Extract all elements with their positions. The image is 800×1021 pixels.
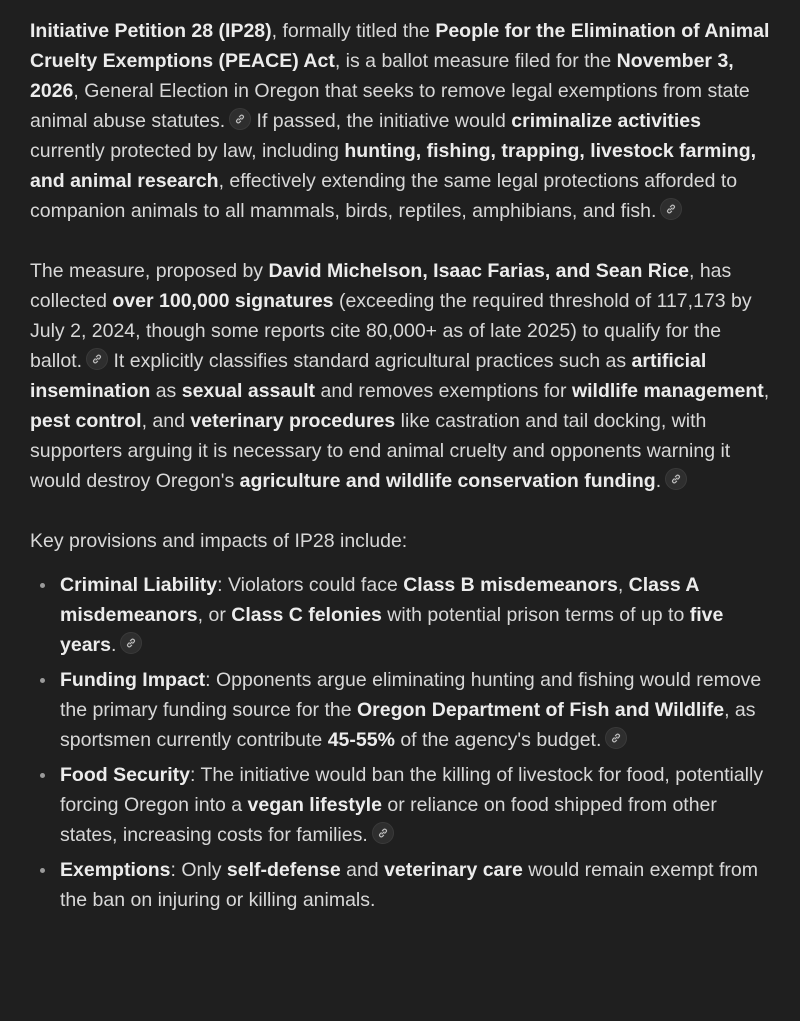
list-intro: Key provisions and impacts of IP28 include:	[30, 530, 408, 552]
bold-text: Class C felonies	[231, 604, 382, 626]
text: , General Election in Oregon that seeks to remove legal exemptions from state animal abuse statutes.	[30, 80, 750, 132]
bold-text: People for the Elimination of Animal Cruelty Exemptions (PEACE) Act	[30, 20, 770, 72]
text: : The initiative would ban the killing of livestock for food, potentially forcing Oregon into a	[60, 764, 764, 816]
bold-text: sexual assault	[181, 380, 316, 402]
text: as	[150, 380, 182, 402]
text: of the agency's budget.	[394, 729, 602, 751]
bold-text: over 100,000 signatures	[112, 290, 334, 312]
bold-text: November 3, 2026	[30, 50, 734, 102]
text: .	[110, 634, 117, 656]
citation-link-button[interactable]	[665, 468, 687, 490]
provisions-list	[30, 570, 770, 915]
text: ,	[617, 574, 629, 596]
bold-text: Oregon Department of Fish and Wildlife	[357, 699, 725, 721]
bold-text: artificial insemination	[30, 350, 707, 402]
text: , effectively extending the same legal protections afforded to companion animals to all mammals, birds, reptiles, amphibians, and fish.	[30, 170, 738, 222]
bold-text: veterinary procedures	[190, 410, 396, 432]
text: , has collected	[30, 260, 732, 312]
link-icon	[125, 637, 137, 649]
link-icon	[610, 732, 622, 744]
bold-text: 45-55%	[327, 729, 395, 751]
link-icon	[91, 353, 103, 365]
text: .	[655, 470, 662, 492]
citation-link-button[interactable]	[605, 727, 627, 749]
bold-text: Exemptions	[60, 859, 171, 881]
list-item	[30, 570, 770, 660]
bold-text: self-defense	[226, 859, 341, 881]
text: It explicitly classifies standard agricultural practices such as	[108, 350, 632, 372]
link-icon	[234, 113, 246, 125]
text: , or	[197, 604, 232, 626]
list-item	[30, 665, 770, 755]
text: : Violators could face	[217, 574, 404, 596]
list-item	[30, 760, 770, 850]
text: The measure, proposed by	[30, 260, 269, 282]
text: like castration and tail docking, with supporters arguing it is necessary to end animal cruelty and opponents warning it would destroy Oregon's	[30, 410, 731, 492]
text: (exceeding the required threshold of 117,173 by July 2, 2024, though some reports cite 80,000+ as of late 2025) to qualify for the ballot.	[30, 290, 752, 372]
paragraph-details	[30, 256, 770, 496]
citation-link-button[interactable]	[229, 108, 251, 130]
link-icon	[670, 473, 682, 485]
bold-text: Class B misdemeanors	[403, 574, 618, 596]
text: : Only	[170, 859, 227, 881]
bold-text: Initiative Petition 28 (IP28)	[30, 20, 272, 42]
bold-text: agriculture and wildlife conservation funding	[239, 470, 656, 492]
citation-link-button[interactable]	[372, 822, 394, 844]
bold-text: Class A misdemeanors	[60, 574, 699, 626]
text: , is a ballot measure filed for the	[334, 50, 617, 72]
text: ,	[763, 380, 770, 402]
text: : Opponents argue eliminating hunting and fishing would remove the primary funding source for the	[60, 669, 762, 721]
citation-link-button[interactable]	[120, 632, 142, 654]
text: , formally titled the	[271, 20, 436, 42]
text: with potential prison terms of up to	[381, 604, 690, 626]
text: or reliance on food shipped from other states, increasing costs for families.	[60, 794, 717, 846]
bold-text: David Michelson, Isaac Farias, and Sean Rice	[268, 260, 689, 282]
text: and	[340, 859, 385, 881]
bold-text: criminalize activities	[511, 110, 701, 132]
link-icon	[665, 203, 677, 215]
text: currently protected by law, including	[30, 140, 345, 162]
text: , and	[141, 410, 191, 432]
link-icon	[377, 827, 389, 839]
citation-link-button[interactable]	[86, 348, 108, 370]
bold-text: Food Security	[60, 764, 191, 786]
bold-text: five years	[60, 604, 724, 656]
text: , as sportsmen currently contribute	[60, 699, 756, 751]
text: If passed, the initiative would	[251, 110, 512, 132]
bold-text: pest control	[30, 410, 142, 432]
text: would remain exempt from the ban on injuring or killing animals.	[60, 859, 759, 911]
bold-text: hunting, fishing, trapping, livestock farming, and animal research	[30, 140, 757, 192]
bold-text: veterinary care	[384, 859, 523, 881]
bold-text: vegan lifestyle	[247, 794, 382, 816]
bold-text: Funding Impact	[60, 669, 206, 691]
text: and removes exemptions for	[315, 380, 572, 402]
paragraph-overview	[30, 16, 770, 226]
bold-text: Criminal Liability	[60, 574, 218, 596]
bold-text: wildlife management	[571, 380, 764, 402]
list-item	[30, 855, 770, 915]
citation-link-button[interactable]	[660, 198, 682, 220]
